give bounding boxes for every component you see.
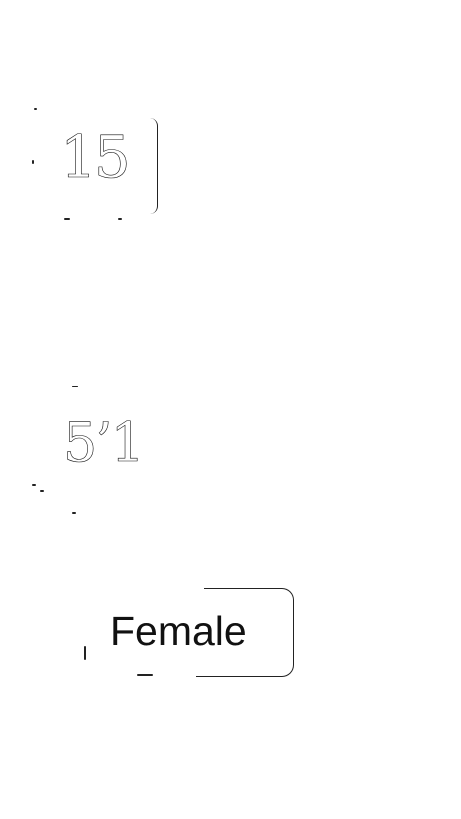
gender-select[interactable]: [86, 588, 294, 677]
age-value: 15: [60, 123, 128, 191]
artifact: [34, 108, 37, 110]
artifact: [40, 490, 44, 492]
artifact: [32, 484, 36, 486]
artifact: [118, 218, 122, 220]
artifact: [137, 674, 153, 676]
height-value: 5’1: [63, 411, 143, 474]
gender-value: Female: [110, 608, 247, 654]
border-gap: [84, 586, 204, 594]
height-field[interactable]: [40, 400, 170, 490]
age-field[interactable]: [40, 118, 158, 214]
artifact: [64, 218, 70, 220]
artifact: [32, 160, 34, 164]
artifact: [84, 646, 86, 660]
artifact: [72, 512, 76, 514]
artifact: [72, 386, 78, 387]
